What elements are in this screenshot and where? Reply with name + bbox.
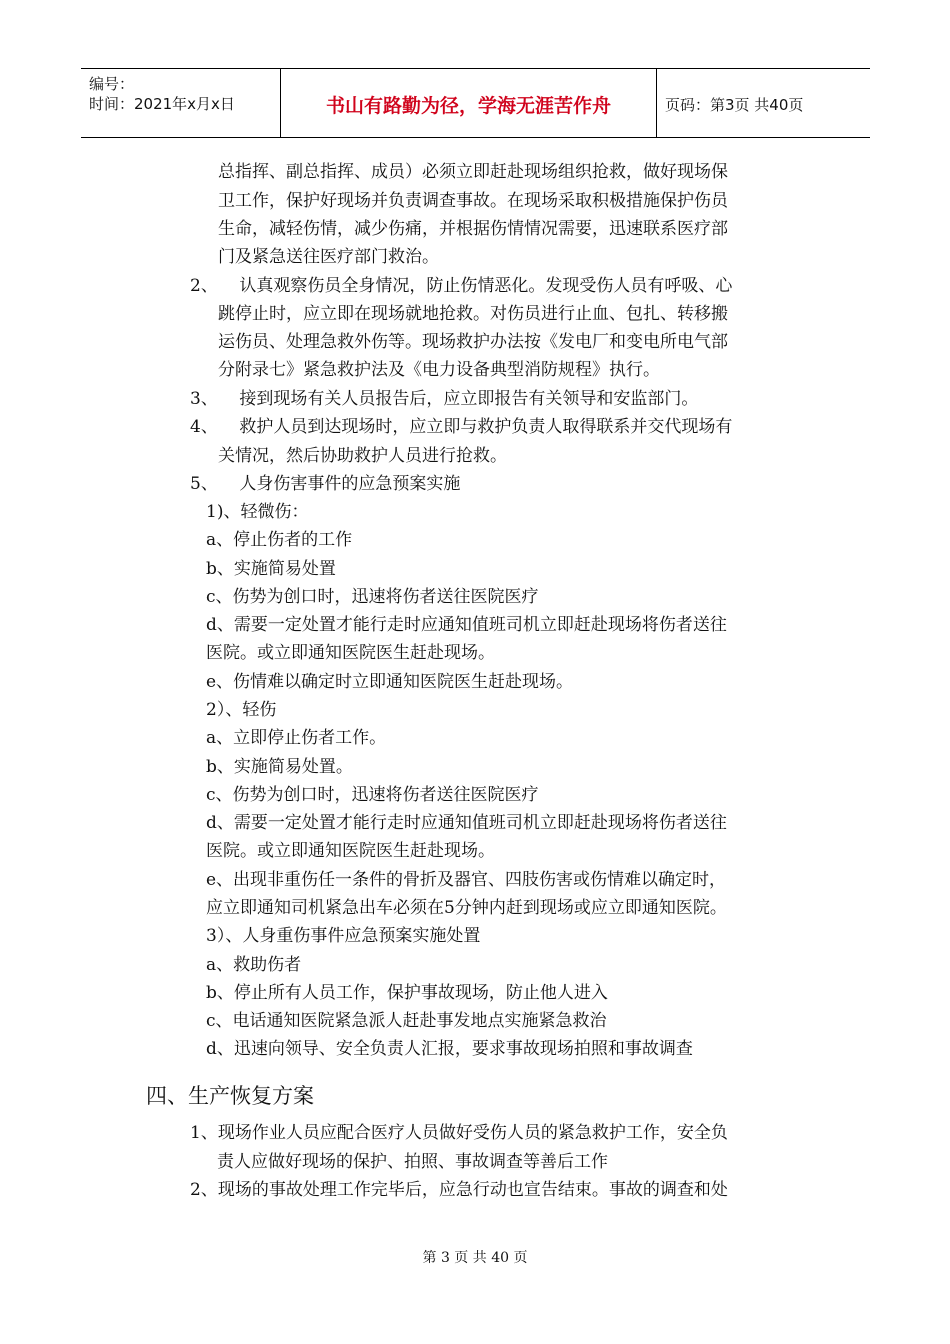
text-line: 应立即通知司机紧急出车必须在5分钟内赶到现场或应立即通知医院。 <box>206 898 727 918</box>
text-line: 2、 认真观察伤员全身情况，防止伤情恶化。发现受伤人员有呼吸、心 <box>190 276 733 296</box>
header-motto-cell <box>281 69 657 137</box>
text-line: d、迅速向领导、安全负责人汇报，要求事故现场拍照和事故调查 <box>206 1039 693 1059</box>
text-line: 医院。或立即通知医院医生赶赴现场。 <box>206 643 495 663</box>
text-line: b、实施简易处置 <box>206 559 336 579</box>
page-header <box>81 68 870 138</box>
text-line: d、需要一定处置才能行走时应通知值班司机立即赶赴现场将伤者送往 <box>206 615 727 635</box>
motto: 书山有路勤为径，学海无涯苦作舟 <box>325 95 611 117</box>
text-line: 5、 人身伤害事件的应急预案实施 <box>190 474 461 494</box>
text-line: 2）、轻伤 <box>206 700 277 720</box>
section-heading: 四、生产恢复方案 <box>146 1084 314 1108</box>
text-line: a、救助伤者 <box>206 955 302 975</box>
text-line: d、需要一定处置才能行走时应通知值班司机立即赶赴现场将伤者送往 <box>206 813 727 833</box>
text-line: 运伤员、处理急救外伤等。现场救护办法按《发电厂和变电所电气部 <box>218 332 728 352</box>
text-line: 关情况，然后协助救护人员进行抢救。 <box>218 446 507 466</box>
page-footer: 第 3 页 共 40 页 <box>422 1250 528 1266</box>
text-line: 医院。或立即通知医院医生赶赴现场。 <box>206 841 495 861</box>
text-line: e、伤情难以确定时立即通知医院医生赶赴现场。 <box>206 672 574 692</box>
text-line: 3、 接到现场有关人员报告后，应立即报告有关领导和安监部门。 <box>190 389 699 409</box>
header-meta <box>81 69 281 137</box>
text-line: b、停止所有人员工作，保护事故现场，防止他人进入 <box>206 983 608 1003</box>
text-line: 1、现场作业人员应配合医疗人员做好受伤人员的紧急救护工作，安全负 <box>190 1123 728 1143</box>
text-line: a、立即停止伤者工作。 <box>206 728 387 748</box>
text-line: 2、现场的事故处理工作完毕后，应急行动也宣告结束。事故的调查和处 <box>190 1180 728 1200</box>
page-info: 页码：第3页 共40页 <box>665 96 804 114</box>
text-line: 门及紧急送往医疗部门救治。 <box>218 247 439 267</box>
text-line: 总指挥、副总指挥、成员）必须立即赶赴现场组织抢救，做好现场保 <box>218 162 728 182</box>
text-line: b、实施简易处置。 <box>206 757 353 777</box>
text-line: c、电话通知医院紧急派人赶赴事发地点实施紧急救治 <box>206 1011 607 1031</box>
text-line: 卫工作，保护好现场并负责调查事故。在现场采取积极措施保护伤员 <box>218 191 728 211</box>
text-line: 1)、轻微伤： <box>206 502 309 522</box>
text-line: 生命，减轻伤情，减少伤痛，并根据伤情情况需要，迅速联系医疗部 <box>218 219 728 239</box>
text-line: 责人应做好现场的保护、拍照、事故调查等善后工作 <box>217 1152 608 1172</box>
text-line: 跳停止时，应立即在现场就地抢救。对伤员进行止血、包扎、转移搬 <box>218 304 728 324</box>
time-label: 时间：2021年x月x日 <box>89 95 235 113</box>
text-line: 4、 救护人员到达现场时，应立即与救护负责人取得联系并交代现场有 <box>190 417 733 437</box>
text-line: a、停止伤者的工作 <box>206 530 353 550</box>
text-line: c、伤势为创口时，迅速将伤者送往医院医疗 <box>206 587 539 607</box>
text-line: c、伤势为创口时，迅速将伤者送往医院医疗 <box>206 785 539 805</box>
number-label: 编号： <box>89 75 135 93</box>
text-line: 分附录七》紧急救护法及《电力设备典型消防规程》执行。 <box>218 360 660 380</box>
text-line: e、出现非重伤任一条件的骨折及器官、四肢伤害或伤情难以确定时， <box>206 870 727 890</box>
text-line: 3）、人身重伤事件应急预案实施处置 <box>206 926 481 946</box>
